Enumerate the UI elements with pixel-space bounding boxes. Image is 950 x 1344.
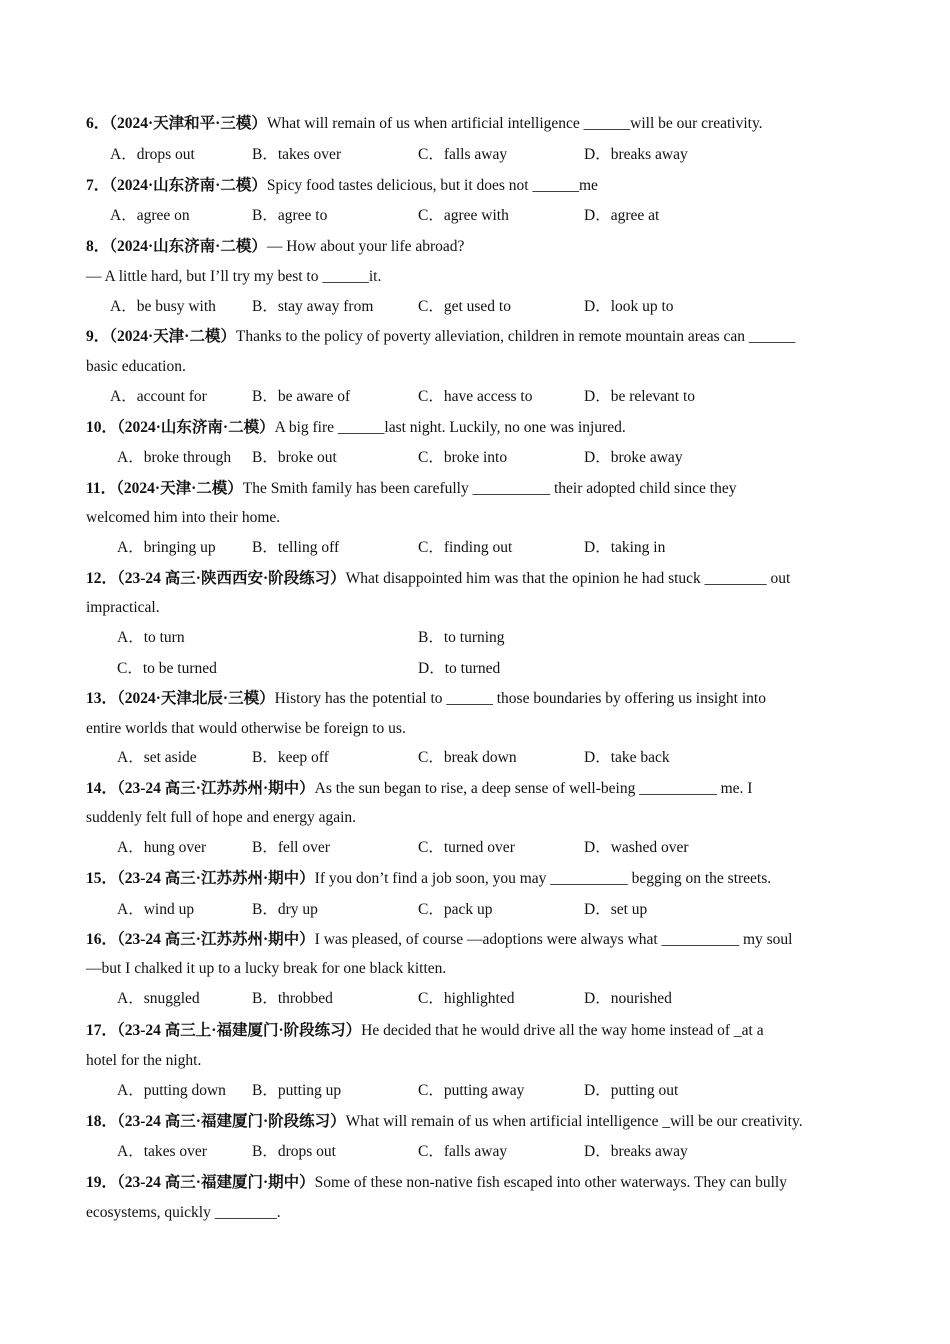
option-a: A．to turn xyxy=(117,629,185,646)
question-8 xyxy=(86,237,464,257)
option-c: C．pack up xyxy=(418,901,493,918)
question-source: （23-24 高三·陕西西安·阶段练习） xyxy=(117,570,346,587)
question-text-continued: ecosystems, quickly ________. xyxy=(86,1204,281,1221)
question-14 xyxy=(86,779,752,799)
question-number: 12． xyxy=(86,570,118,587)
option-a: A．hung over xyxy=(117,839,207,856)
question-source: （2024·天津和平·三模） xyxy=(109,115,267,132)
question-source: （2024·山东济南·二模） xyxy=(109,238,267,255)
option-d: D．look up to xyxy=(584,298,674,315)
option-a: A．set aside xyxy=(117,749,197,766)
option-d: D．washed over xyxy=(584,839,689,856)
question-text: As the sun began to rise, a deep sense of well-being __________ me. I xyxy=(314,780,753,797)
option-b: B．agree to xyxy=(252,207,328,224)
option-b: B．fell over xyxy=(252,839,330,856)
question-source: （2024·山东济南·二模） xyxy=(109,177,267,194)
question-number: 6． xyxy=(86,115,110,132)
option-c: C．to be turned xyxy=(117,660,217,677)
question-number: 15． xyxy=(86,870,118,887)
option-a: A．takes over xyxy=(117,1143,207,1160)
option-b: B．takes over xyxy=(252,146,342,163)
option-b: B．stay away from xyxy=(252,298,374,315)
option-a: A．broke through xyxy=(117,449,232,466)
question-text: Spicy food tastes delicious, but it does not ______me xyxy=(266,177,598,194)
question-text-continued: entire worlds that would otherwise be foreign to us. xyxy=(86,720,406,737)
question-text: — How about your life abroad? xyxy=(266,238,465,255)
question-number: 19． xyxy=(86,1174,118,1191)
question-source: （2024·天津·二模） xyxy=(116,480,243,497)
option-a: A．agree on xyxy=(110,207,190,224)
question-source: （2024·天津北辰·三模） xyxy=(117,690,275,707)
question-number: 10． xyxy=(86,419,118,436)
option-c: C．turned over xyxy=(418,839,515,856)
question-text: Some of these non-native fish escaped into other waterways. They can bully xyxy=(314,1174,787,1191)
option-b: B．dry up xyxy=(252,901,318,918)
option-c: C．agree with xyxy=(418,207,509,224)
question-source: （2024·山东济南·二模） xyxy=(117,419,275,436)
question-number: 16． xyxy=(86,931,118,948)
question-19 xyxy=(86,1173,787,1193)
question-source: （2024·天津·二模） xyxy=(109,328,236,345)
question-9 xyxy=(86,327,795,347)
option-d: D．agree at xyxy=(584,207,660,224)
option-d: D．to turned xyxy=(418,660,501,677)
question-number: 8． xyxy=(86,238,110,255)
option-d: D．putting out xyxy=(584,1082,679,1099)
option-a: A．be busy with xyxy=(110,298,216,315)
option-c: C．have access to xyxy=(418,388,533,405)
question-text: If you don’t find a job soon, you may __________ begging on the streets. xyxy=(314,870,772,887)
option-d: D．broke away xyxy=(584,449,683,466)
option-d: D．set up xyxy=(584,901,648,918)
option-d: D．taking in xyxy=(584,539,666,556)
question-number: 18． xyxy=(86,1113,118,1130)
question-source: （23-24 高三·江苏苏州·期中） xyxy=(117,780,315,797)
question-10 xyxy=(86,418,626,438)
option-b: B．broke out xyxy=(252,449,337,466)
option-b: B．telling off xyxy=(252,539,340,556)
question-15 xyxy=(86,869,771,889)
option-c: C．finding out xyxy=(418,539,513,556)
option-a: A．wind up xyxy=(117,901,195,918)
question-text: Thanks to the policy of poverty alleviation, children in remote mountain areas can ______ xyxy=(235,328,796,345)
question-number: 13． xyxy=(86,690,118,707)
question-text-continued: welcomed him into their home. xyxy=(86,509,281,526)
question-text: The Smith family has been carefully __________ their adopted child since they xyxy=(242,480,737,497)
option-b: B．throbbed xyxy=(252,990,333,1007)
question-text-continued: hotel for the night. xyxy=(86,1052,202,1069)
question-number: 14． xyxy=(86,780,118,797)
option-a: A．bringing up xyxy=(117,539,216,556)
option-a: A．drops out xyxy=(110,146,195,163)
question-text: History has the potential to ______ those boundaries by offering us insight into xyxy=(274,690,766,707)
option-a: A．account for xyxy=(110,388,207,405)
option-b: B．keep off xyxy=(252,749,329,766)
question-12 xyxy=(86,569,790,589)
question-11 xyxy=(86,479,736,499)
option-b: B．to turning xyxy=(418,629,505,646)
option-a: A．putting down xyxy=(117,1082,226,1099)
option-c: C．get used to xyxy=(418,298,511,315)
option-b: B．be aware of xyxy=(252,388,351,405)
option-d: D．breaks away xyxy=(584,1143,688,1160)
question-number: 9． xyxy=(86,328,110,345)
question-17 xyxy=(86,1021,764,1041)
question-text: What will remain of us when artificial intelligence ______will be our creativity. xyxy=(266,115,763,132)
option-b: B．drops out xyxy=(252,1143,336,1160)
option-c: C．falls away xyxy=(418,146,508,163)
question-6 xyxy=(86,114,763,134)
option-c: C．putting away xyxy=(418,1082,525,1099)
question-source: （23-24 高三·江苏苏州·期中） xyxy=(117,931,315,948)
option-a: A．snuggled xyxy=(117,990,200,1007)
question-number: 11． xyxy=(86,480,117,497)
question-text: What disappointed him was that the opinion he had stuck ________ out xyxy=(345,570,791,587)
question-source: （23-24 高三上·福建厦门·阶段练习） xyxy=(117,1022,362,1039)
question-number: 7． xyxy=(86,177,110,194)
question-text-continued: suddenly felt full of hope and energy again. xyxy=(86,809,357,826)
question-number: 17． xyxy=(86,1022,118,1039)
question-source: （23-24 高三·福建厦门·阶段练习） xyxy=(117,1113,346,1130)
option-c: C．break down xyxy=(418,749,517,766)
question-text-continued: — A little hard, but I’ll try my best to ______it. xyxy=(86,268,382,285)
question-18 xyxy=(86,1112,803,1132)
option-c: C．falls away xyxy=(418,1143,508,1160)
question-text-continued: basic education. xyxy=(86,358,186,375)
question-source: （23-24 高三·江苏苏州·期中） xyxy=(117,870,315,887)
question-text: A big fire ______last night. Luckily, no one was injured. xyxy=(274,419,626,436)
question-text: I was pleased, of course —adoptions were always what __________ my soul xyxy=(314,931,793,948)
option-d: D．be relevant to xyxy=(584,388,696,405)
option-c: C．broke into xyxy=(418,449,508,466)
question-7 xyxy=(86,176,598,196)
option-c: C．highlighted xyxy=(418,990,515,1007)
question-text-continued: —but I chalked it up to a lucky break for one black kitten. xyxy=(86,960,447,977)
question-text-continued: impractical. xyxy=(86,599,160,616)
question-13 xyxy=(86,689,766,709)
question-source: （23-24 高三·福建厦门·期中） xyxy=(117,1174,315,1191)
option-b: B．putting up xyxy=(252,1082,342,1099)
question-text: What will remain of us when artificial intelligence _will be our creativity. xyxy=(345,1113,803,1130)
option-d: D．take back xyxy=(584,749,670,766)
option-d: D．breaks away xyxy=(584,146,688,163)
question-16 xyxy=(86,930,792,950)
option-d: D．nourished xyxy=(584,990,672,1007)
question-text: He decided that he would drive all the way home instead of _at a xyxy=(361,1022,764,1039)
